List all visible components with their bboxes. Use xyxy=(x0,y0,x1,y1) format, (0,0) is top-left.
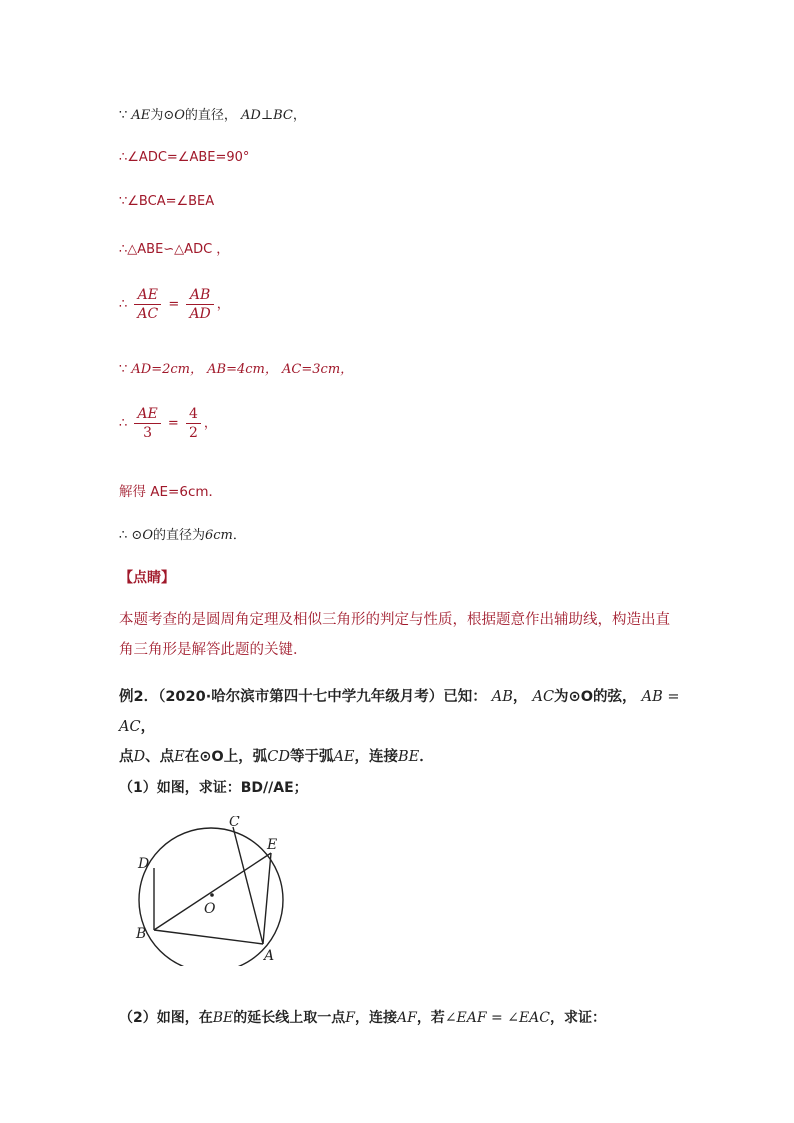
segment-af: AF xyxy=(396,1010,417,1026)
circle-o: ⊙O xyxy=(131,528,153,543)
segment-ab: AB xyxy=(207,362,227,377)
comma: ， xyxy=(512,689,528,705)
segment-be: BE xyxy=(212,1010,234,1026)
solution-line-6 xyxy=(119,358,353,377)
point-f: F xyxy=(345,1010,355,1026)
segment-ea xyxy=(263,853,271,944)
chord-ab: AB xyxy=(491,689,513,705)
solution-line-4: ∴△ABE∽△ADC ， xyxy=(119,242,230,257)
fraction-ae-ac xyxy=(134,286,161,323)
text-if: ，若 xyxy=(416,1010,445,1026)
period: ． xyxy=(419,749,434,765)
text-point-e: 、点 xyxy=(145,749,175,765)
circle-o-shape xyxy=(139,828,283,966)
point-d: D xyxy=(133,749,146,765)
period: ． xyxy=(232,528,246,543)
therefore-symbol: ∴ xyxy=(119,416,128,431)
label-d: D xyxy=(138,856,150,872)
question-1: （1）如图，求证：BD//AE； xyxy=(119,780,308,796)
solution-line-5 xyxy=(119,286,230,323)
angle-equation: ∠EAF = ∠EAC xyxy=(444,1010,550,1026)
text-extension: 的延长线上取一点 xyxy=(233,1010,346,1026)
equals: = xyxy=(167,416,179,431)
text-connect: ，连接 xyxy=(354,1010,397,1026)
example-statement xyxy=(119,682,684,772)
denominator: AD xyxy=(189,306,211,322)
segment-ba xyxy=(154,930,263,944)
comment-body: 本题考查的是圆周角定理及相似三角形的判定与性质，根据题意作出辅助线，构造出直角三角形是解答此题的关键． xyxy=(119,612,670,658)
therefore-symbol: ∴ xyxy=(119,297,128,312)
segment-be: BE xyxy=(398,749,420,765)
segment-ae: AE xyxy=(131,108,151,123)
value-ad: =2cm， xyxy=(151,362,204,377)
comma: ， xyxy=(216,297,230,312)
label-e: E xyxy=(267,837,278,853)
denominator: AC xyxy=(137,306,159,322)
comma: ， xyxy=(203,416,217,431)
solution-line-3: ∵∠BCA=∠BEA xyxy=(119,194,215,209)
because-symbol: ∵ xyxy=(119,362,128,377)
text-on-circle: 在⊙O上，弧 xyxy=(184,749,268,765)
text-equals-arc: 等于弧 xyxy=(289,749,334,765)
arc-ae: AE xyxy=(333,749,355,765)
because-symbol: ∵ xyxy=(119,108,128,123)
text-connect: ，连接 xyxy=(354,749,399,765)
numerator: AB xyxy=(186,286,213,305)
comma: ， xyxy=(292,108,306,123)
denominator: 2 xyxy=(188,425,198,441)
text-diameter-is: 的直径为 xyxy=(152,528,205,543)
value-ac: =3cm， xyxy=(301,362,354,377)
text-point: 点 xyxy=(119,749,134,765)
arc-cd: CD xyxy=(267,749,290,765)
label-a: A xyxy=(264,948,275,964)
therefore-symbol: ∴ xyxy=(119,528,128,543)
denominator: 3 xyxy=(143,425,153,441)
equals: = xyxy=(168,297,180,312)
solution-line-8: 解得 AE=6cm． xyxy=(119,484,223,500)
point-e: E xyxy=(174,749,185,765)
fraction-ab-ad xyxy=(186,286,213,323)
segment-ad: AD xyxy=(131,362,152,377)
numerator: AE xyxy=(134,405,160,424)
segment-ca xyxy=(233,827,263,944)
circle-o: ⊙O xyxy=(163,108,185,123)
label-c: C xyxy=(229,816,240,830)
numerator: 4 xyxy=(186,405,201,424)
value-ab: =4cm， xyxy=(226,362,278,377)
segment-ac: AC xyxy=(282,362,302,377)
diameter-value: 6cm xyxy=(205,528,233,543)
ad-perp-bc: AD⊥BC xyxy=(241,108,293,123)
solution-line-2: ∴∠ADC=∠ABE=90° xyxy=(119,150,250,165)
example-label: 例2．（2020·哈尔滨市第四十七中学九年级月考）已知： xyxy=(119,689,487,705)
comma: ， xyxy=(140,719,156,735)
question-2 xyxy=(119,1007,606,1027)
fraction-4-2 xyxy=(186,405,201,442)
solution-line-9 xyxy=(119,524,246,543)
label-o: O xyxy=(204,901,216,917)
comment-heading: 【点睛】 xyxy=(119,570,175,586)
q2-intro: （2）如图，在 xyxy=(119,1010,213,1026)
solution-line-7 xyxy=(119,405,217,442)
solution-line-1 xyxy=(119,104,306,123)
numerator: AE xyxy=(134,286,161,305)
text-chords: 为⊙O的弦， xyxy=(554,689,637,705)
geometry-figure xyxy=(130,816,310,966)
label-b: B xyxy=(136,926,147,942)
center-dot xyxy=(210,893,214,897)
text-diameter: 的直径， xyxy=(184,108,237,123)
chord-ac: AC xyxy=(532,689,555,705)
segment-be-line xyxy=(154,853,271,930)
fraction-ae-3 xyxy=(134,405,160,442)
text-wei: 为 xyxy=(150,108,164,123)
text-prove: ，求证： xyxy=(550,1010,606,1026)
ab-eq-ac: AB = AC xyxy=(119,689,680,735)
